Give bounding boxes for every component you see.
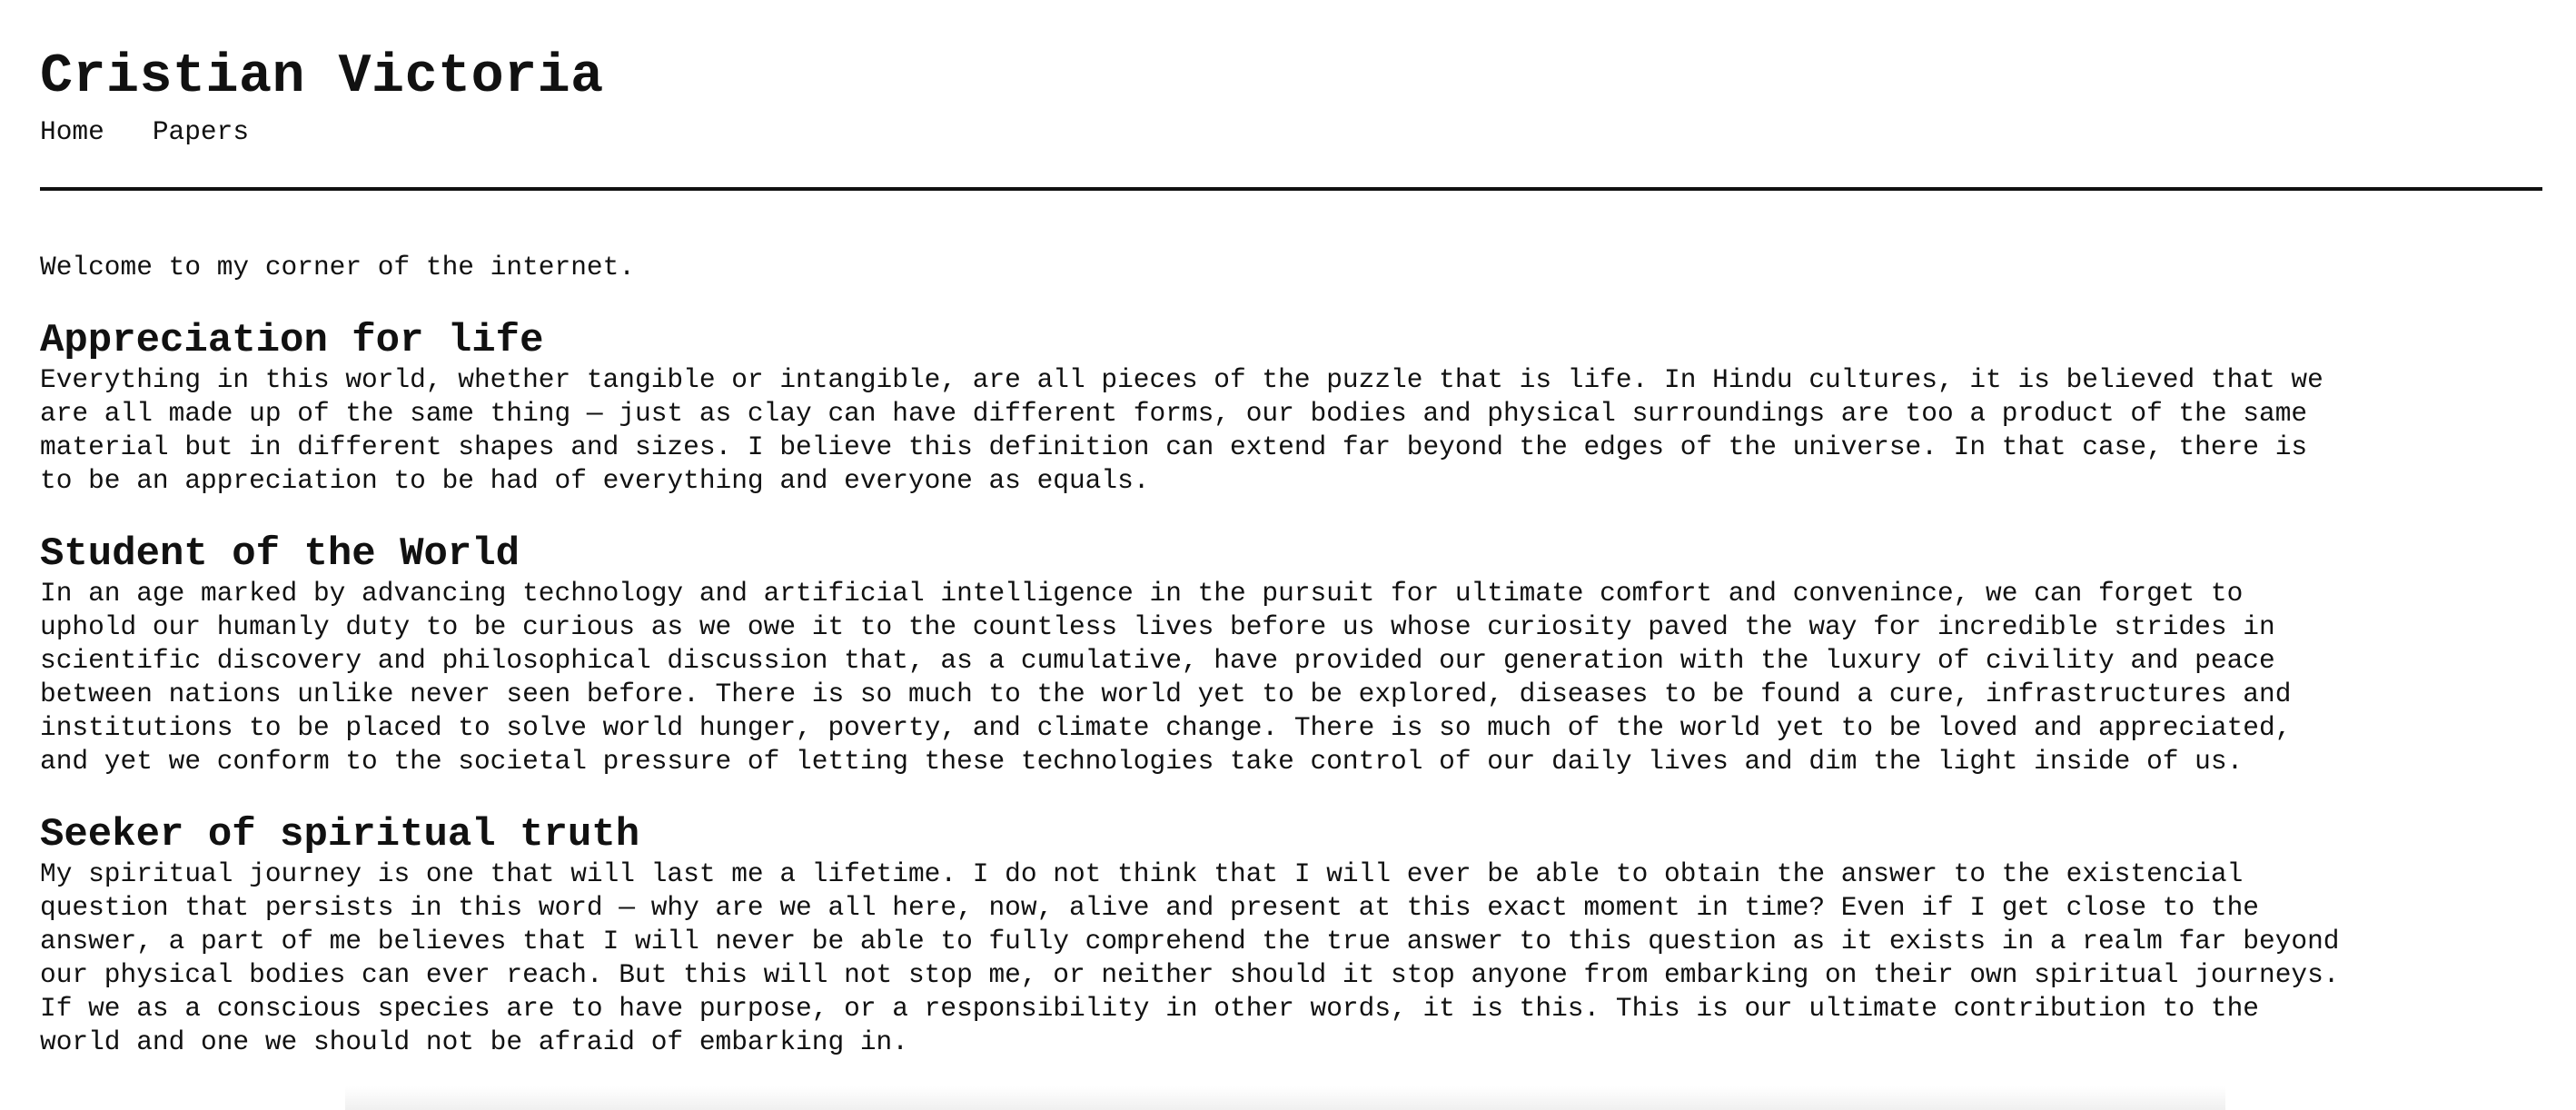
site-header [40, 0, 2542, 191]
text-line: material but in different shapes and sizes. I believe this definition can extend far beyond the edges of the universe. In that case, there is [40, 431, 2308, 462]
section-heading: Seeker of spiritual truth [40, 812, 640, 857]
text-line: answer, a part of me believes that I will never be able to fully comprehend the true answer to this question as it exists in a realm far beyond [40, 926, 2340, 956]
text-line: Everything in this world, whether tangible or intangible, are all pieces of the puzzle that is life. In Hindu cultures, it is believed that we [40, 364, 2323, 395]
welcome-text: Welcome to my corner of the internet. [40, 252, 636, 282]
section-seeker-of-spiritual-truth [40, 812, 2542, 1059]
text-line: question that persists in this word — why are we all here, now, alive and present at this exact moment in time? Even if I get close to the [40, 892, 2259, 923]
page-content [40, 0, 2542, 1059]
section-body [40, 857, 2542, 1059]
text-line: between nations unlike never seen before. There is so much to the world yet to be explored, diseases to be found a cure, infrastructures and [40, 679, 2292, 709]
text-line: our physical bodies can ever reach. But this will not stop me, or neither should it stop anyone from embarking on their own spiritual journeys. [40, 959, 2340, 990]
text-line: world and one we should not be afraid of embarking in. [40, 1026, 908, 1057]
section-body [40, 363, 2542, 498]
section-body [40, 577, 2542, 778]
text-line: In an age marked by advancing technology and artificial intelligence in the pursuit for ultimate comfort and convenince, we can forget to [40, 578, 2244, 609]
footer-shadow [345, 1086, 2225, 1110]
text-line: scientific discovery and philosophical discussion that, as a cumulative, have provided our generation with the luxury of civility and peace [40, 645, 2275, 676]
text-line: My spiritual journey is one that will last me a lifetime. I do not think that I will ever be able to obtain the answer to the existencial [40, 858, 2244, 889]
section-heading: Student of the World [40, 531, 520, 577]
text-line: uphold our humanly duty to be curious as we owe it to the countless lives before us whose curiosity paved the way for incredible strides in [40, 611, 2275, 642]
text-line: and yet we conform to the societal pressure of letting these technologies take control of our daily lives and dim the light inside of us. [40, 746, 2244, 777]
header-divider [40, 187, 2542, 191]
text-line: institutions to be placed to solve world hunger, poverty, and climate change. There is so much of the world yet to be loved and appreciated, [40, 712, 2292, 743]
section-student-of-the-world [40, 531, 2542, 778]
site-title: Cristian Victoria [40, 46, 604, 108]
nav-link-papers[interactable]: Papers [152, 116, 250, 147]
text-line: If we as a conscious species are to have purpose, or a responsibility in other words, it is this. This is our ultimate contribution to the [40, 993, 2259, 1024]
section-appreciation-for-life [40, 318, 2542, 498]
nav-link-home[interactable]: Home [40, 116, 104, 147]
main-nav [40, 114, 2542, 149]
section-heading: Appreciation for life [40, 318, 544, 363]
text-line: to be an appreciation to be had of everything and everyone as equals. [40, 465, 1150, 496]
text-line: are all made up of the same thing — just as clay can have different forms, our bodies and physical surroundings are too a product of the same [40, 398, 2308, 429]
main-content [40, 251, 2542, 1059]
